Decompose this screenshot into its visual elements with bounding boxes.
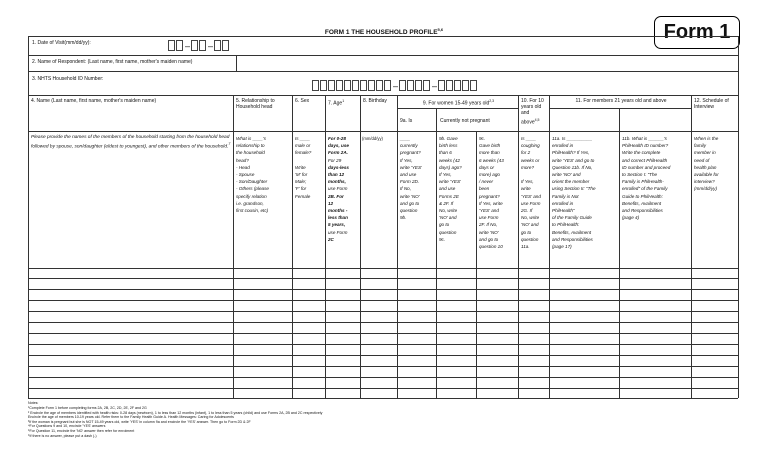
note-line: ⁴For Questions 9 and 10, encircle 'YES' answers	[28, 424, 106, 429]
note-line: ³If the woman is pregnant but she is NOT 15-49 years old, write 'YES' in column 9a and encircle the 'YES' answer. Then go to Form 2D & 2F	[28, 419, 251, 424]
instr-age-line: 12	[328, 200, 334, 206]
instr-age-line: use Form	[328, 229, 348, 235]
notes-list	[28, 406, 322, 438]
notes-heading: Notes:	[28, 401, 39, 405]
rule	[28, 311, 738, 312]
rule	[236, 55, 237, 71]
instr-age-line: 5 years,	[328, 222, 346, 228]
rule	[28, 355, 738, 356]
col-not-pregnant-header: Currently not pregnant	[440, 118, 490, 124]
rule	[28, 55, 738, 56]
rule	[397, 95, 398, 398]
rule	[28, 300, 738, 301]
note-line: Encircle the age of members 10-19 years old. Refer them to the Family Health Guide A. Health Messages: Caring for Adolescents	[28, 415, 234, 420]
rule	[436, 108, 437, 398]
rule	[397, 108, 518, 109]
rule	[292, 95, 293, 398]
col-women-header: 9. For women 15-49 years old$^{2,3}$	[422, 99, 495, 107]
rule	[549, 108, 691, 109]
col-name-header: 4. Name (Last name, first name, mother's maiden name)	[31, 98, 157, 104]
note-line: ⁶If there is no answer, please put a dash (-)	[28, 433, 97, 438]
instr-age-line: 2B. For	[328, 193, 344, 199]
rule	[476, 131, 477, 398]
instr-age-line: days, use	[328, 143, 349, 149]
instr-11b: 11b. What is ______'s PhilHealth ID number? Write the complete and correct PhilHealth ID number and proceed to Section I: "The Family is PhilHealth- enrolled" of the Family Guide to PhilHealth: Benefits, Availment and Responsibilities (page 4)	[622, 136, 671, 221]
rule	[28, 71, 738, 72]
col-birthday-header: 8. Birthday	[363, 98, 387, 104]
instr-9c: 9c. Gave birth more than 6 weeks (43 days or more) ago / never been pregnant? If Yes, write 'YES' and use Form 2F. If No, write 'NO' and go to question 10	[479, 136, 504, 250]
rule	[28, 366, 738, 367]
date-of-visit-label: 1. Date of Visit(mm/dd/yy):	[32, 40, 91, 46]
note-line: ² Encircle the age of members identified with health risks: 0-28 days (newborn), 1 to less than 12 months (infant), 1 to less than 5 years (child) and use Forms 2A, 2B and 2C respectively	[28, 410, 323, 415]
instr-age-line: Form 2A.	[328, 150, 348, 156]
rule	[325, 95, 326, 398]
rule	[28, 377, 738, 378]
form-title: FORM 1 THE HOUSEHOLD PROFILE$^{5,6}$	[324, 27, 444, 37]
col-11-header: 11. For members 21 years old and above	[575, 98, 667, 104]
instr-9b: 9b. Gave birth less than 6 weeks (42 days) ago? If Yes, write 'YES' and use Forms 2E & 2F. If No, write 'NO' and go to question 9c.	[439, 136, 462, 242]
rule	[28, 95, 738, 96]
col-relationship-header: 5. Relationship to Household head	[236, 98, 275, 111]
col-age-header: 7. Age$^1$	[328, 99, 345, 107]
instr-relationship: What is ____'s relationship to the household head? - Head - Spouse - Son/Daughter - Others (please specify relation i.e. grandson, first cousin, etc)	[236, 136, 269, 214]
rule	[619, 108, 620, 398]
date-of-visit-field[interactable]: – –	[168, 40, 230, 51]
col-9a-header: 9a. Is	[400, 118, 413, 124]
instr-age-line: 2C	[328, 236, 334, 242]
rule	[549, 95, 550, 398]
instr-age-line: than 12	[328, 172, 345, 178]
rule	[28, 289, 738, 290]
instr-11a: 11a. Is __________ enrolled in PhilHealth? If Yes, write 'YES' and go to Question 11b. If No, write 'NO' and orient the member using Section II: "The Family is Not enrolled in PhilHealth" of the Family Guide to PhilHealth: Benefits, Availment and Responsibilities (page 17)	[552, 136, 596, 250]
col-sex-header: 6. Sex	[295, 98, 310, 104]
rule	[28, 268, 738, 269]
rule	[28, 398, 738, 399]
instr-10: Is ____ coughing for 2 weeks or more? If Yes, write 'YES' and use Form 2G. If No, write 'NO' and go to question 11a.	[521, 136, 541, 250]
rule	[28, 36, 738, 37]
rule	[738, 36, 739, 398]
rule	[518, 95, 519, 398]
form-badge: Form 1	[654, 16, 740, 49]
instr-9a: ____ currently pregnant? If Yes, write 'YES' and use Form 2D. If No, write 'NO' and go to question 9b.	[400, 136, 422, 221]
rule	[28, 344, 738, 345]
instr-age-line: less than	[328, 215, 348, 221]
instr-age-line: days-less	[328, 164, 349, 170]
note-line: ⁵For Question 11, encircle the 'NO' answer then refer for enrolment	[28, 428, 135, 433]
household-id-label: 3. NHTS Household ID Number:	[32, 76, 104, 82]
rule	[360, 95, 361, 398]
instr-sex: Is ____ male or female? Write 'M' for Male; 'F' for Female	[295, 136, 312, 199]
household-id-field[interactable]: – –	[312, 80, 478, 91]
instr-age	[328, 135, 349, 243]
note-line: ¹Complete Form 1 before completing forms 2A, 2B, 2C, 2D, 2E, 2F and 2G	[28, 406, 147, 410]
instr-age-line: For 0-28	[328, 136, 346, 141]
col-schedule-header: 12. Schedule of Interview	[694, 98, 729, 111]
instr-schedule: When is the family member in need of health plan available for interview? (mm/dd/yy)	[694, 136, 719, 192]
instr-birthday: (mm/dd/yy)	[362, 136, 383, 141]
rule	[28, 322, 738, 323]
rule	[28, 131, 738, 132]
respondent-label: 2. Name of Respondent: (Last name, first name, mother's maiden name)	[32, 59, 193, 65]
instr-age-line: use Form	[328, 186, 348, 192]
col-10-header: 10. For 10 years old and above$^{4,5}$	[521, 98, 544, 126]
rule	[233, 95, 234, 398]
rule	[28, 278, 738, 279]
rule	[28, 333, 738, 334]
instr-age-line: months -	[328, 208, 348, 214]
instr-age-line: For 29	[328, 157, 342, 163]
instr-age-line: months,	[328, 179, 346, 185]
rule	[28, 388, 738, 389]
rule	[691, 95, 692, 398]
instr-name: Please provide the names of the members of the household starting from the household head followed by spouse, son/daughter (eldest to youngest), and other members of the household.$^7$	[31, 135, 231, 150]
